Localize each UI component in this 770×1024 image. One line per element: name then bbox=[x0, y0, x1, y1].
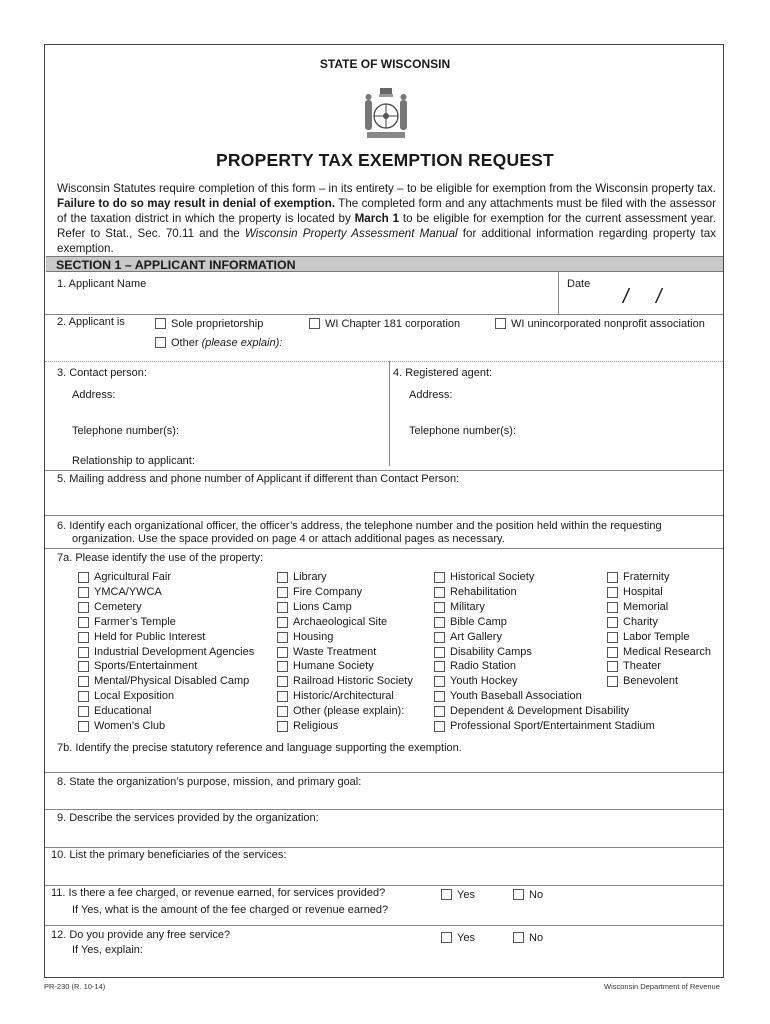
divider bbox=[45, 470, 723, 471]
unincorporated-nonprofit-checkbox[interactable] bbox=[495, 318, 506, 329]
property-use-checkbox[interactable] bbox=[78, 691, 89, 702]
sole-proprietorship-checkbox[interactable] bbox=[155, 318, 166, 329]
free-service-explain-label: If Yes, explain: bbox=[72, 944, 143, 956]
property-use-label: Sports/Entertainment bbox=[94, 660, 198, 673]
property-use-checkbox[interactable] bbox=[277, 647, 288, 658]
property-use-label: Disability Camps bbox=[450, 645, 532, 658]
property-use-label: Art Gallery bbox=[450, 630, 502, 643]
property-use-checkbox[interactable] bbox=[607, 647, 618, 658]
property-use-checkbox[interactable] bbox=[277, 661, 288, 672]
property-use-label: Dependent & Development Disability bbox=[450, 705, 630, 718]
property-use-checkbox[interactable] bbox=[434, 661, 445, 672]
contact-telephone-label: Telephone number(s): bbox=[72, 425, 180, 437]
property-use-label: Military bbox=[450, 600, 485, 613]
property-use-label: Youth Hockey bbox=[450, 675, 518, 688]
property-use-label: Medical Research bbox=[623, 645, 712, 658]
property-use-checkbox[interactable] bbox=[277, 587, 288, 598]
property-use-checkbox[interactable] bbox=[277, 691, 288, 702]
property-use-label: YMCA/YWCA bbox=[94, 585, 162, 598]
property-use-label: Women’s Club bbox=[94, 720, 166, 732]
property-use-checkbox[interactable] bbox=[607, 617, 618, 628]
form-id: PR-230 (R. 10-14) bbox=[44, 982, 106, 991]
wisconsin-seal-icon bbox=[363, 86, 409, 142]
property-use-checkbox[interactable] bbox=[607, 602, 618, 613]
property-use-checkbox[interactable] bbox=[277, 602, 288, 613]
property-use-label: Educational bbox=[94, 705, 152, 718]
property-use-checkbox[interactable] bbox=[434, 676, 445, 687]
chapter-181-checkbox[interactable] bbox=[309, 318, 320, 329]
property-use-label: Bible Camp bbox=[450, 615, 507, 628]
beneficiaries-label: 10. List the primary beneficiaries of the services: bbox=[51, 849, 287, 861]
officers-label-line1: 6. Identify each organizational officer, the officer’s address, the telephone number and the position held within the requesting bbox=[57, 520, 662, 532]
property-use-label: Humane Society bbox=[293, 660, 374, 673]
divider bbox=[389, 361, 390, 466]
property-use-checkbox[interactable] bbox=[607, 572, 618, 583]
property-use-checkbox[interactable] bbox=[434, 721, 445, 732]
property-use-label: Historic/Architectural bbox=[293, 690, 394, 703]
property-use-checkbox[interactable] bbox=[277, 676, 288, 687]
property-use-checkbox[interactable] bbox=[277, 721, 288, 732]
property-use-checkbox[interactable] bbox=[434, 587, 445, 598]
property-use-label: Railroad Historic Society bbox=[293, 675, 413, 688]
property-use-label: Archaeological Site bbox=[293, 615, 388, 628]
intro-paragraph: Wisconsin Statutes require completion of this form – in its entirety – to be eligible for exemption from the Wisconsin property tax. Failure to do so may result in denial of exemption. The completed form and any attachments must be filed with the assessor of the taxation district in which the property is located by March 1 to be eligible for exemption for the current assessment year. Refer to Stat., Sec. 70.11 and the Wisconsin Property Assessment Manual for additional information regarding property tax exemption. bbox=[57, 182, 716, 255]
property-use-label: Other (please explain): bbox=[293, 705, 405, 718]
registered-agent-label: 4. Registered agent: bbox=[393, 367, 493, 379]
property-use-checkbox[interactable] bbox=[78, 572, 89, 583]
contact-address-label: Address: bbox=[72, 389, 116, 401]
divider bbox=[45, 885, 723, 886]
property-use-checkbox[interactable] bbox=[277, 706, 288, 717]
officers-label-line2: organization. Use the space provided on page 4 or attach additional pages as necessary. bbox=[72, 533, 505, 545]
property-use-label: Fire Company bbox=[293, 585, 363, 598]
property-use-label: Fraternity bbox=[623, 571, 670, 583]
agent-address-label: Address: bbox=[409, 389, 453, 401]
property-use-label: Charity bbox=[623, 615, 658, 628]
chapter-181-label: WI Chapter 181 corporation bbox=[325, 318, 461, 330]
property-use-label: Library bbox=[293, 571, 327, 583]
property-use-checkbox[interactable] bbox=[78, 647, 89, 658]
purpose-label: 8. State the organization’s purpose, mission, and primary goal: bbox=[57, 776, 362, 788]
agent-telephone-label: Telephone number(s): bbox=[409, 425, 517, 437]
divider bbox=[45, 515, 723, 516]
property-use-label: Memorial bbox=[623, 600, 669, 613]
divider bbox=[558, 272, 559, 314]
property-use-label: Religious bbox=[293, 720, 339, 732]
property-use-label: Mental/Physical Disabled Camp bbox=[94, 675, 250, 688]
property-use-label: Theater bbox=[623, 660, 661, 673]
property-use-label: Held for Public Interest bbox=[94, 630, 206, 643]
applicant-name-label: 1. Applicant Name bbox=[57, 278, 147, 290]
divider bbox=[45, 314, 723, 315]
property-use-label: Benevolent bbox=[623, 675, 679, 688]
property-use-checkbox[interactable] bbox=[434, 691, 445, 702]
department-name: Wisconsin Department of Revenue bbox=[604, 982, 720, 991]
free-service-no-checkbox[interactable] bbox=[513, 932, 524, 943]
property-use-label: 7a. Please identify the use of the property: bbox=[57, 552, 264, 564]
property-use-label: Professional Sport/Entertainment Stadium bbox=[450, 720, 655, 732]
property-use-label: Agricultural Fair bbox=[94, 571, 172, 583]
unincorporated-nonprofit-label: WI unincorporated nonprofit association bbox=[511, 318, 705, 330]
fee-no-label: No bbox=[529, 889, 544, 901]
divider bbox=[45, 361, 723, 362]
property-use-checkbox[interactable] bbox=[78, 721, 89, 732]
property-use-checkbox[interactable] bbox=[78, 602, 89, 613]
property-use-checkbox[interactable] bbox=[607, 587, 618, 598]
property-use-label: Cemetery bbox=[94, 600, 142, 613]
fee-no-checkbox[interactable] bbox=[513, 889, 524, 900]
property-use-label: Youth Baseball Association bbox=[450, 690, 582, 703]
mailing-address-label: 5. Mailing address and phone number of Applicant if different than Contact Person: bbox=[57, 473, 460, 485]
free-service-no-label: No bbox=[529, 932, 544, 944]
other-applicant-checkbox[interactable] bbox=[155, 337, 166, 348]
contact-person-label: 3. Contact person: bbox=[57, 367, 147, 379]
property-use-checkbox[interactable] bbox=[78, 617, 89, 628]
property-use-label: Historical Society bbox=[450, 571, 535, 583]
state-heading: STATE OF WISCONSIN bbox=[319, 57, 451, 71]
property-use-checkbox[interactable] bbox=[78, 632, 89, 643]
property-use-checkbox[interactable] bbox=[277, 572, 288, 583]
form-page bbox=[44, 44, 724, 978]
property-use-label: Waste Treatment bbox=[293, 645, 377, 658]
date-separator: / bbox=[656, 286, 662, 308]
property-use-checkbox[interactable] bbox=[78, 661, 89, 672]
fee-question-label: 11. Is there a fee charged, or revenue earned, for services provided? bbox=[51, 887, 386, 899]
property-use-checkbox[interactable] bbox=[607, 676, 618, 687]
property-use-checkbox[interactable] bbox=[434, 602, 445, 613]
free-service-yes-label: Yes bbox=[457, 932, 475, 944]
property-use-label: Hospital bbox=[623, 585, 663, 598]
property-use-checkbox[interactable] bbox=[607, 632, 618, 643]
property-use-label: Farmer’s Temple bbox=[94, 615, 176, 628]
fee-yes-label: Yes bbox=[457, 889, 475, 901]
section-1-header: SECTION 1 – APPLICANT INFORMATION bbox=[46, 256, 723, 272]
divider bbox=[45, 548, 723, 549]
property-use-checkbox[interactable] bbox=[277, 617, 288, 628]
other-applicant-label: Other (please explain): bbox=[171, 337, 283, 349]
property-use-label: Labor Temple bbox=[623, 630, 690, 643]
statutory-reference-label: 7b. Identify the precise statutory reference and language supporting the exemption. bbox=[57, 742, 462, 754]
property-use-checkbox[interactable] bbox=[78, 706, 89, 717]
property-use-checkbox[interactable] bbox=[607, 661, 618, 672]
fee-amount-label: If Yes, what is the amount of the fee charged or revenue earned? bbox=[72, 904, 389, 916]
property-use-label: Local Exposition bbox=[94, 690, 175, 703]
free-service-yes-checkbox[interactable] bbox=[441, 932, 452, 943]
property-use-label: Industrial Development Agencies bbox=[94, 645, 255, 658]
fee-yes-checkbox[interactable] bbox=[441, 889, 452, 900]
divider bbox=[45, 772, 723, 773]
property-use-checkbox[interactable] bbox=[78, 587, 89, 598]
property-use-label: Rehabilitation bbox=[450, 585, 517, 598]
divider bbox=[45, 847, 723, 848]
services-label: 9. Describe the services provided by the organization: bbox=[57, 812, 319, 824]
divider bbox=[45, 809, 723, 810]
property-use-label: Lions Camp bbox=[293, 600, 352, 613]
property-use-checkbox[interactable] bbox=[277, 632, 288, 643]
property-use-label: Radio Station bbox=[450, 660, 517, 673]
date-label: Date bbox=[567, 278, 591, 290]
date-separator: / bbox=[623, 286, 629, 308]
form-title: PROPERTY TAX EXEMPTION REQUEST bbox=[216, 150, 554, 170]
property-use-checkbox[interactable] bbox=[434, 632, 445, 643]
property-use-label: Housing bbox=[293, 630, 334, 643]
free-service-label: 12. Do you provide any free service? bbox=[51, 929, 231, 941]
property-use-checkbox[interactable] bbox=[434, 572, 445, 583]
divider bbox=[45, 925, 723, 926]
property-use-checkbox[interactable] bbox=[78, 676, 89, 687]
sole-proprietorship-label: Sole proprietorship bbox=[171, 318, 264, 330]
property-use-checkbox[interactable] bbox=[434, 617, 445, 628]
property-use-checkbox[interactable] bbox=[434, 706, 445, 717]
applicant-type-label: 2. Applicant is bbox=[57, 316, 125, 328]
property-use-checkbox[interactable] bbox=[434, 647, 445, 658]
relationship-label: Relationship to applicant: bbox=[72, 455, 195, 467]
